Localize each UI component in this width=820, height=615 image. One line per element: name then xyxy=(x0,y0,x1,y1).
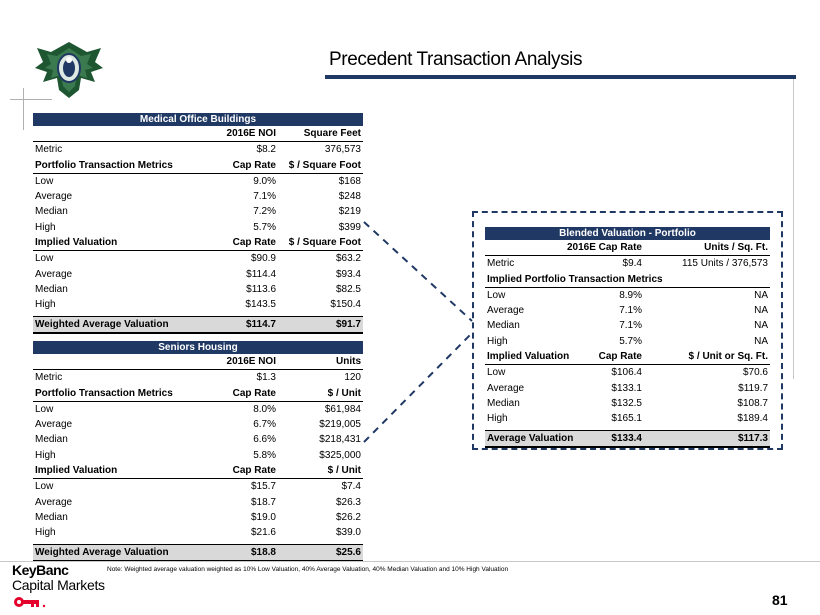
row-value-2: $189.4 xyxy=(737,413,768,425)
page-title: Precedent Transaction Analysis xyxy=(329,49,583,70)
row-value-1: 5.8% xyxy=(253,449,276,461)
row-value-2: NA xyxy=(754,305,768,317)
row-label: Median xyxy=(35,206,68,218)
row-value-1: $114.4 xyxy=(246,268,276,280)
row-label: Low xyxy=(35,481,54,493)
table-header: Medical Office Buildings xyxy=(33,113,363,126)
total-value-1: $18.8 xyxy=(250,546,276,558)
total-value-1: $133.4 xyxy=(611,432,642,444)
row-value-1: $90.9 xyxy=(250,253,276,265)
row-value-1: 7.1% xyxy=(619,305,642,317)
total-label: Weighted Average Valuation xyxy=(35,546,169,558)
row-value-2: 115 Units / 376,573 xyxy=(682,258,768,270)
blended-valuation-table xyxy=(485,227,770,448)
row-label: Low xyxy=(35,175,54,187)
row-label: Low xyxy=(35,403,54,415)
row-value-2: $119.7 xyxy=(738,382,768,394)
col-head-3: Square Feet xyxy=(303,128,361,139)
row-label: Median xyxy=(35,434,68,446)
key-icon xyxy=(13,595,49,613)
row-label: Median xyxy=(487,397,520,409)
section-col-2: Cap Rate xyxy=(232,465,276,477)
table-header: Seniors Housing xyxy=(33,341,363,354)
connector-sh xyxy=(364,333,472,442)
table-header: Blended Valuation - Portfolio xyxy=(485,227,770,240)
row-value-2: NA xyxy=(754,289,768,301)
row-label: Metric xyxy=(35,372,63,384)
row-value-2: $219 xyxy=(338,206,361,218)
row-label: Median xyxy=(35,511,68,523)
row-value-1: 8.0% xyxy=(253,403,276,415)
row-value-2: $39.0 xyxy=(335,527,361,539)
total-value-2: $117.3 xyxy=(737,432,768,444)
row-label: Average xyxy=(487,382,525,394)
row-value-1: $165.1 xyxy=(611,413,642,425)
section-label: Implied Valuation xyxy=(487,351,570,363)
col-head-3: Units xyxy=(336,356,361,367)
col-head-2: 2016E NOI xyxy=(226,356,276,367)
row-value-2: 376,573 xyxy=(324,144,361,156)
row-value-2: 120 xyxy=(344,372,361,384)
row-value-2: $26.2 xyxy=(335,511,361,523)
row-label: Median xyxy=(35,283,68,295)
section-col-3: $ / Square Foot xyxy=(288,237,361,249)
section-col-3: $ / Unit xyxy=(327,387,361,399)
section-col-2: Cap Rate xyxy=(232,237,276,249)
row-value-1: 5.7% xyxy=(253,221,276,233)
col-head-2: 2016E Cap Rate xyxy=(566,242,642,253)
table-row xyxy=(485,365,770,380)
row-value-1: $21.6 xyxy=(250,527,276,539)
table-row xyxy=(485,396,770,411)
row-label: Metric xyxy=(35,144,63,156)
col-head-3: Units / Sq. Ft. xyxy=(704,242,768,253)
row-value-2: $219,005 xyxy=(319,419,361,431)
row-label: High xyxy=(35,449,56,461)
table-row xyxy=(485,303,770,318)
row-value-2: $399 xyxy=(338,221,361,233)
row-label: Median xyxy=(487,320,520,332)
row-value-2: $325,000 xyxy=(319,449,361,461)
row-value-2: $93.4 xyxy=(335,268,361,280)
column-header-row xyxy=(485,240,770,256)
row-value-1: $143.5 xyxy=(245,299,276,311)
row-value-1: 7.1% xyxy=(619,320,642,332)
row-value-1: $132.5 xyxy=(611,397,642,409)
footer-rule xyxy=(0,561,820,562)
row-value-2: $7.4 xyxy=(341,481,361,493)
row-value-1: $133.1 xyxy=(611,382,642,394)
row-value-2: $26.3 xyxy=(335,496,361,508)
row-value-1: $19.0 xyxy=(250,511,276,523)
row-value-2: $248 xyxy=(338,191,361,203)
metric-row xyxy=(485,256,770,271)
row-value-2: $82.5 xyxy=(335,283,361,295)
section-col-2: Cap Rate xyxy=(232,387,276,399)
row-value-1: $106.4 xyxy=(611,367,642,379)
row-label: High xyxy=(35,527,56,539)
row-value-2: $218,431 xyxy=(319,434,361,446)
row-value-1: 7.2% xyxy=(253,206,276,218)
row-value-1: 6.6% xyxy=(253,434,276,446)
total-label: Weighted Average Valuation xyxy=(35,318,169,330)
footnote: Note: Weighted average valuation weighted as 10% Low Valuation, 40% Average Valuation, 40% Median Valuation and 10% High Valuation xyxy=(107,566,509,573)
row-value-1: 6.7% xyxy=(253,419,276,431)
total-row xyxy=(485,430,770,448)
row-label: Average xyxy=(35,419,73,431)
table-row xyxy=(485,288,770,303)
section-col-3: $ / Square Foot xyxy=(288,159,361,171)
row-label: Low xyxy=(487,289,506,301)
row-value-2: $61,984 xyxy=(324,403,361,415)
row-label: Average xyxy=(487,305,525,317)
row-label: Average xyxy=(35,268,73,280)
brand-line-1: KeyBanc xyxy=(12,562,69,578)
section-col-2: Cap Rate xyxy=(598,351,642,363)
section-label: Portfolio Transaction Metrics xyxy=(35,387,173,399)
section-label: Implied Valuation xyxy=(35,465,118,477)
section-header-row xyxy=(485,349,770,365)
row-value-1: $15.7 xyxy=(250,481,276,493)
section-header-row xyxy=(485,272,770,288)
row-value-2: NA xyxy=(754,320,768,332)
page-number: 81 xyxy=(772,592,788,608)
row-value-1: $8.2 xyxy=(256,144,276,156)
brand-line-2: Capital Markets xyxy=(12,577,105,593)
row-value-2: $108.7 xyxy=(737,397,768,409)
row-value-1: 8.9% xyxy=(619,289,642,301)
row-label: High xyxy=(487,413,508,425)
total-value-2: $25.6 xyxy=(335,546,361,558)
table-row xyxy=(485,318,770,333)
total-value-1: $114.7 xyxy=(245,318,276,330)
row-value-1: $1.3 xyxy=(256,372,276,384)
row-label: Low xyxy=(35,253,54,265)
connector-mob xyxy=(364,222,472,321)
section-col-2: Cap Rate xyxy=(232,159,276,171)
row-label: High xyxy=(487,335,508,347)
table-row xyxy=(485,411,770,426)
table-row xyxy=(485,381,770,396)
row-label: Average xyxy=(35,191,73,203)
row-label: Low xyxy=(487,367,506,379)
row-label: Metric xyxy=(487,258,515,270)
section-label: Implied Valuation xyxy=(35,237,118,249)
row-label: High xyxy=(35,221,56,233)
row-value-2: NA xyxy=(754,335,768,347)
row-label: Average xyxy=(35,496,73,508)
row-value-2: $63.2 xyxy=(335,253,361,265)
row-value-2: $70.6 xyxy=(742,367,768,379)
col-head-2: 2016E NOI xyxy=(226,128,276,139)
row-value-1: $9.4 xyxy=(622,258,642,270)
section-label: Implied Portfolio Transaction Metrics xyxy=(487,273,663,285)
row-value-1: 9.0% xyxy=(253,175,276,187)
table-row xyxy=(485,334,770,349)
total-label: Average Valuation xyxy=(487,432,574,444)
row-value-2: $168 xyxy=(338,175,361,187)
row-value-1: 5.7% xyxy=(619,335,642,347)
section-col-3: $ / Unit xyxy=(327,465,361,477)
row-label: High xyxy=(35,299,56,311)
section-label: Portfolio Transaction Metrics xyxy=(35,159,173,171)
row-value-1: $18.7 xyxy=(250,496,276,508)
row-value-1: 7.1% xyxy=(253,191,276,203)
row-value-1: $113.6 xyxy=(246,283,276,295)
section-col-3: $ / Unit or Sq. Ft. xyxy=(688,351,768,363)
total-value-2: $91.7 xyxy=(335,318,361,330)
row-value-2: $150.4 xyxy=(330,299,361,311)
